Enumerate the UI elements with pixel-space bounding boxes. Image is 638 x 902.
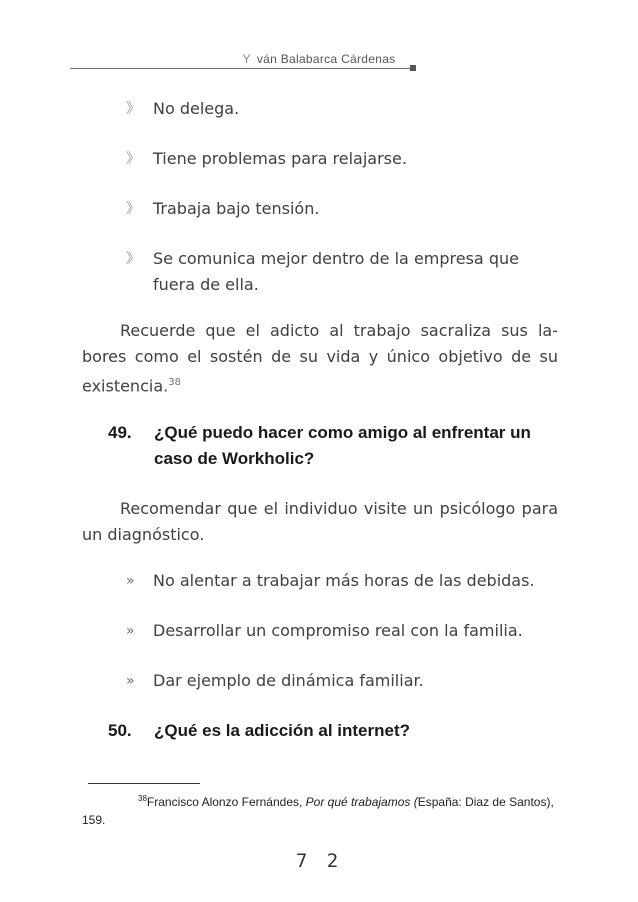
footnote-rule bbox=[88, 783, 200, 784]
header-square-ornament bbox=[410, 65, 416, 71]
bullet-text: Dar ejemplo de dinámica familiar. bbox=[153, 671, 424, 690]
header-glyph: Y bbox=[242, 52, 251, 66]
double-chevron-icon: 》 bbox=[126, 201, 140, 217]
question-number: 50. bbox=[108, 721, 132, 740]
footnote-marker: 38 bbox=[138, 794, 147, 803]
bullet-text: Trabaja bajo tensión. bbox=[153, 199, 320, 218]
paragraph bbox=[82, 318, 558, 399]
header-rule bbox=[70, 68, 412, 69]
running-header bbox=[0, 0, 638, 80]
footnote-reference: 38 bbox=[168, 377, 181, 388]
bullet-text: Tiene problemas para relajarse. bbox=[153, 149, 407, 168]
paragraph-text: Recomendar que el individuo visite un psicólogo para un diagnóstico. bbox=[82, 499, 558, 544]
guillemet-icon: » bbox=[126, 573, 135, 589]
page-number: 7 2 bbox=[295, 850, 343, 872]
double-chevron-icon: 》 bbox=[126, 251, 140, 267]
question-text: ¿Qué puedo hacer como amigo al enfrentar un caso de Workholic? bbox=[154, 423, 531, 468]
header-author bbox=[0, 52, 638, 66]
header-author-name: ván Balabarca Cárdenas bbox=[256, 52, 396, 66]
paragraph bbox=[82, 496, 558, 548]
question-text: ¿Qué es la adicción al internet? bbox=[154, 721, 411, 740]
bullet-text bbox=[153, 246, 563, 298]
bullet-text-line: Se comunica mejor dentro de la empresa que bbox=[153, 249, 519, 268]
bullet-text: No alentar a trabajar más horas de las debidas. bbox=[153, 571, 535, 590]
double-chevron-icon: 》 bbox=[126, 101, 140, 117]
bullet-text: No delega. bbox=[153, 99, 240, 118]
question-number: 49. bbox=[108, 423, 132, 442]
footnote-rest: España: Diaz de Santos), 159. bbox=[82, 795, 554, 827]
guillemet-icon: » bbox=[126, 623, 135, 639]
bullet-text: Desarrollar un compromiso real con la familia. bbox=[153, 621, 523, 640]
guillemet-icon: » bbox=[126, 673, 135, 689]
bullet-text-line: fuera de ella. bbox=[153, 275, 259, 294]
double-chevron-icon: 》 bbox=[126, 151, 140, 167]
footnote bbox=[82, 790, 558, 829]
footnote-title: Por qué trabajamos ( bbox=[305, 795, 418, 809]
footnote-author: Francisco Alonzo Fernándes, bbox=[146, 795, 306, 809]
paragraph-text: Recuerde que el adicto al trabajo sacraliza sus la-bores como el sostén de su vida y único objetivo de su existencia. bbox=[82, 321, 558, 396]
